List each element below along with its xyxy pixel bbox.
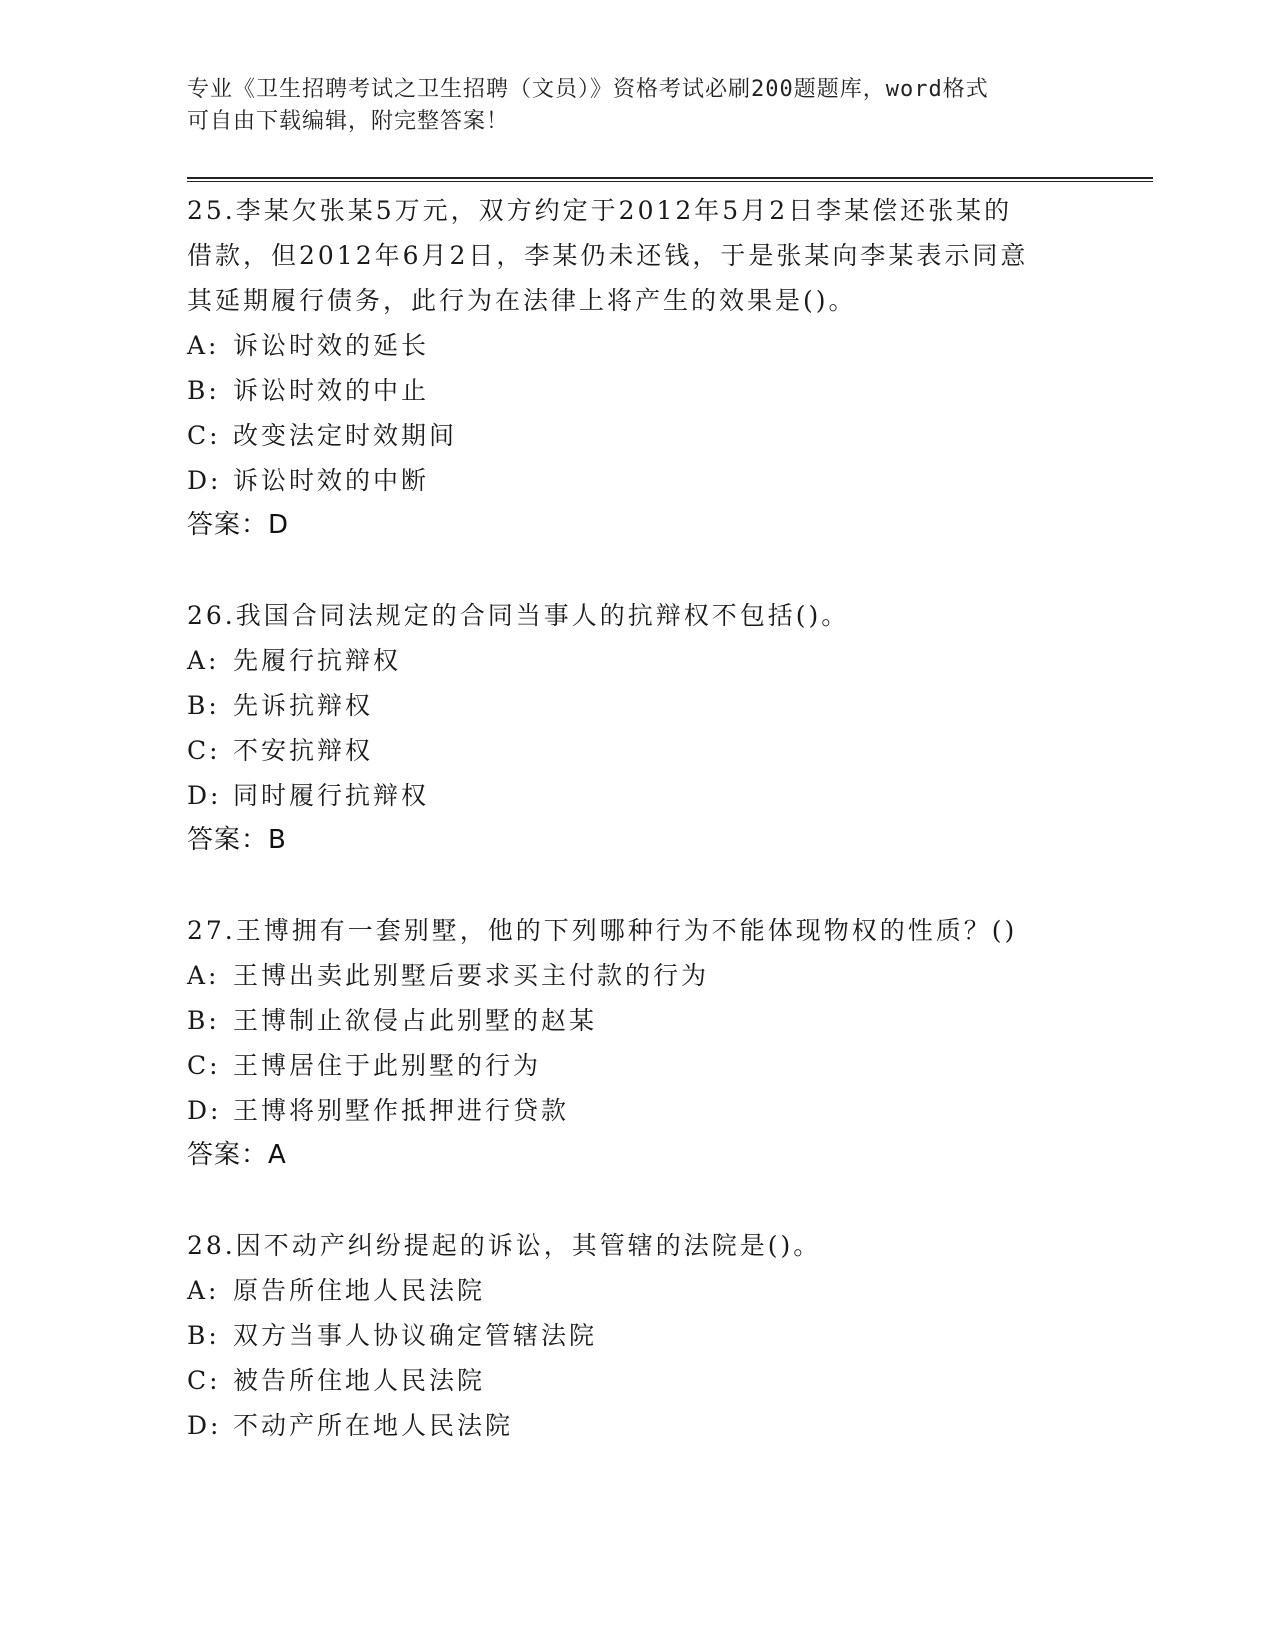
answer-line: 答案：D xyxy=(187,510,290,540)
option-d xyxy=(187,458,1117,503)
stem-line: 27.王博拥有一套别墅，他的下列哪种行为不能体现物权的性质？() xyxy=(187,916,1018,945)
option-letter: C: xyxy=(187,736,221,765)
option-letter: D: xyxy=(187,466,222,495)
option-a xyxy=(187,953,1117,998)
question-stem xyxy=(187,1223,1117,1268)
question-stem xyxy=(187,593,1117,638)
question-stem xyxy=(187,908,1117,953)
option-text: 王博居住于此别墅的行为 xyxy=(233,1051,542,1080)
document-header xyxy=(187,74,1067,138)
stem-line: 其延期履行债务，此行为在法律上将产生的效果是()。 xyxy=(187,286,857,315)
option-list xyxy=(187,1268,1117,1448)
question-27 xyxy=(187,908,1117,1223)
option-text: 不安抗辩权 xyxy=(233,736,374,765)
option-letter: D: xyxy=(187,1411,222,1440)
option-b xyxy=(187,368,1117,413)
option-b xyxy=(187,683,1117,728)
answer-line: 答案：B xyxy=(187,825,287,855)
option-letter: B: xyxy=(187,1321,220,1350)
stem-line: 28.因不动产纠纷提起的诉讼，其管辖的法院是()。 xyxy=(187,1231,822,1260)
option-b xyxy=(187,1313,1117,1358)
option-b xyxy=(187,998,1117,1043)
option-text: 不动产所在地人民法院 xyxy=(233,1411,514,1440)
option-letter: C: xyxy=(187,1366,221,1395)
option-d xyxy=(187,773,1117,818)
option-letter: A: xyxy=(187,646,220,675)
option-a xyxy=(187,1268,1117,1313)
option-text: 诉讼时效的中断 xyxy=(233,466,430,495)
question-25 xyxy=(187,188,1117,593)
option-text: 原告所住地人民法院 xyxy=(233,1276,486,1305)
option-text: 诉讼时效的中止 xyxy=(233,376,430,405)
option-letter: D: xyxy=(187,1096,222,1125)
question-list xyxy=(187,188,1117,1448)
option-c xyxy=(187,728,1117,773)
question-stem xyxy=(187,188,1117,323)
option-text: 先履行抗辩权 xyxy=(233,646,402,675)
option-c xyxy=(187,1358,1117,1403)
option-text: 同时履行抗辩权 xyxy=(233,781,430,810)
option-letter: A: xyxy=(187,1276,220,1305)
question-spacer xyxy=(187,863,1117,908)
option-letter: D: xyxy=(187,781,222,810)
stem-line: 26.我国合同法规定的合同当事人的抗辩权不包括()。 xyxy=(187,601,850,630)
option-d xyxy=(187,1088,1117,1133)
option-letter: C: xyxy=(187,1051,221,1080)
option-text: 王博制止欲侵占此别墅的赵某 xyxy=(233,1006,598,1035)
option-text: 王博出卖此别墅后要求买主付款的行为 xyxy=(233,961,710,990)
option-letter: A: xyxy=(187,331,220,360)
header-line-2: 可自由下载编辑，附完整答案！ xyxy=(187,109,510,134)
option-list xyxy=(187,638,1117,818)
stem-line: 25.李某欠张某5万元，双方约定于2012年5月2日李某偿还张某的 xyxy=(187,196,1013,225)
option-letter: B: xyxy=(187,1006,220,1035)
header-line-1: 专业《卫生招聘考试之卫生招聘（文员）》资格考试必刷200题题库，word格式 xyxy=(187,77,989,102)
question-26 xyxy=(187,593,1117,908)
option-text: 诉讼时效的延长 xyxy=(233,331,430,360)
question-28 xyxy=(187,1223,1117,1448)
option-letter: C: xyxy=(187,421,221,450)
option-text: 被告所住地人民法院 xyxy=(233,1366,486,1395)
answer-line: 答案：A xyxy=(187,1140,287,1170)
option-letter: A: xyxy=(187,961,220,990)
option-c xyxy=(187,413,1117,458)
option-c xyxy=(187,1043,1117,1088)
option-list xyxy=(187,323,1117,503)
option-text: 双方当事人协议确定管辖法院 xyxy=(233,1321,598,1350)
option-text: 王博将别墅作抵押进行贷款 xyxy=(233,1096,570,1125)
option-d xyxy=(187,1403,1117,1448)
option-text: 先诉抗辩权 xyxy=(233,691,374,720)
question-spacer xyxy=(187,1178,1117,1223)
header-divider-thin xyxy=(187,181,1153,182)
option-a xyxy=(187,638,1117,683)
stem-line: 借款，但2012年6月2日，李某仍未还钱，于是张某向李某表示同意 xyxy=(187,241,1029,270)
option-list xyxy=(187,953,1117,1133)
option-a xyxy=(187,323,1117,368)
question-spacer xyxy=(187,548,1117,593)
option-text: 改变法定时效期间 xyxy=(233,421,458,450)
option-letter: B: xyxy=(187,376,220,405)
option-letter: B: xyxy=(187,691,220,720)
header-divider-thick xyxy=(187,177,1153,179)
